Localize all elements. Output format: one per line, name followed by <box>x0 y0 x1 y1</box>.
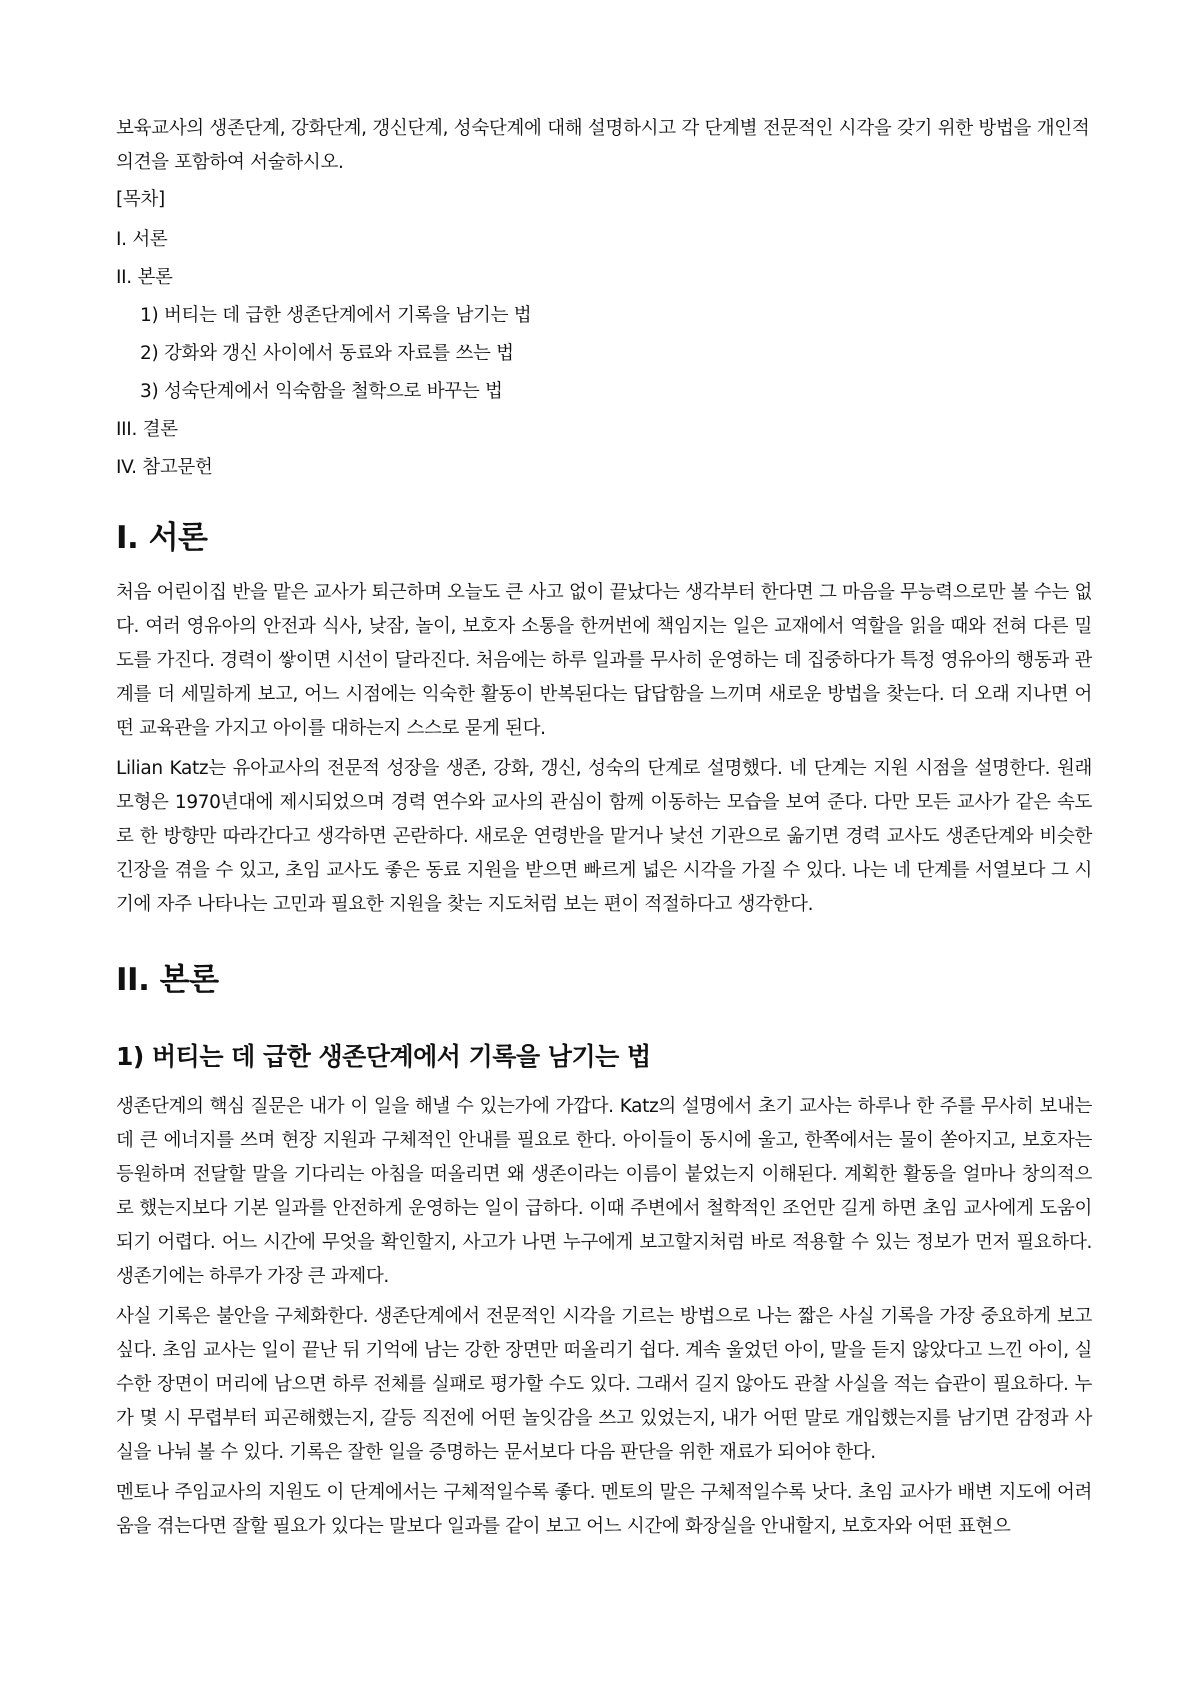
table-of-contents <box>116 188 1092 480</box>
body-paragraph: 사실 기록은 불안을 구체화한다. 생존단계에서 전문적인 시각을 기르는 방법으로 나는 짧은 사실 기록을 가장 중요하게 보고 싶다. 초임 교사는 일이 끝난 뒤 기억에 남는 강한 장면만 떠올리기 쉽다. 계속 울었던 아이, 말을 듣지 않았다고 느낀 아이, 실수한 장면이 머리에 남으면 하루 전체를 실패로 평가할 수도 있다. 그래서 길지 않아도 관찰 사실을 적는 습관이 필요하다. 누가 몇 시 무렵부터 피곤해했는지, 갈등 직전에 어떤 놀잇감을 쓰고 있었는지, 내가 어떤 말로 개입했는지를 남기면 감정과 사실을 나눠 볼 수 있다. 기록은 잘한 일을 증명하는 문서보다 다음 판단을 위한 재료가 되어야 한다. <box>116 1306 1092 1463</box>
toc-item: IV. 참고문헌 <box>116 457 213 478</box>
toc-item: I. 서론 <box>116 229 168 250</box>
toc-item: II. 본론 <box>116 267 173 288</box>
toc-subitem: 1) 버티는 데 급한 생존단계에서 기록을 남기는 법 <box>140 305 532 326</box>
assignment-prompt: 보육교사의 생존단계, 강화단계, 갱신단계, 성숙단계에 대해 설명하시고 각 단계별 전문적인 시각을 갖기 위한 방법을 개인적의견을 포함하여 서술하시오. <box>116 118 1090 173</box>
body-paragraph: 멘토나 주임교사의 지원도 이 단계에서는 구체적일수록 좋다. 멘토의 말은 구체적일수록 낫다. 초임 교사가 배변 지도에 어려움을 겪는다면 잘할 필요가 있다는 말보다 일과를 같이 보고 어느 시간에 화장실을 안내할지, 보호자와 어떤 표현으 <box>116 1482 1092 1537</box>
section-heading-introduction: I. 서론 <box>116 520 208 556</box>
section-heading-main-body: II. 본론 <box>116 962 219 998</box>
toc-subitem: 2) 강화와 갱신 사이에서 동료와 자료를 쓰는 법 <box>140 343 514 364</box>
subsection-heading: 1) 버티는 데 급한 생존단계에서 기록을 남기는 법 <box>116 1042 651 1071</box>
body-paragraph: 처음 어린이집 반을 맡은 교사가 퇴근하며 오늘도 큰 사고 없이 끝났다는 생각부터 한다면 그 마음을 무능력으로만 볼 수는 없다. 여러 영유아의 안전과 식사, 낮잠, 놀이, 보호자 소통을 한꺼번에 책임지는 일은 교재에서 역할을 읽을 때와 전혀 다른 밀도를 가진다. 경력이 쌓이면 시선이 달라진다. 처음에는 하루 일과를 무사히 운영하는 데 집중하다가 특정 영유아의 행동과 관계를 더 세밀하게 보고, 어느 시점에는 익숙한 활동이 반복된다는 답답함을 느끼며 새로운 방법을 찾는다. 더 오래 지나면 어떤 교육관을 가지고 아이를 대하는지 스스로 묻게 된다. <box>116 582 1092 739</box>
toc-item: III. 결론 <box>116 419 178 440</box>
body-paragraph: Lilian Katz는 유아교사의 전문적 성장을 생존, 강화, 갱신, 성숙의 단계로 설명했다. 네 단계는 지원 시점을 설명한다. 원래 모형은 1970년대에 제시되었으며 경력 연수와 교사의 관심이 함께 이동하는 모습을 보여 준다. 다만 모든 교사가 같은 속도로 한 방향만 따라간다고 생각하면 곤란하다. 새로운 연령반을 맡거나 낯선 기관으로 옮기면 경력 교사도 생존단계와 비슷한 긴장을 겪을 수 있고, 초임 교사도 좋은 동료 지원을 받으면 빠르게 넓은 시각을 가질 수 있다. 나는 네 단계를 서열보다 그 시기에 자주 나타나는 고민과 필요한 지원을 찾는 지도처럼 보는 편이 적절하다고 생각한다. <box>116 758 1092 915</box>
toc-title: [목차] <box>116 189 165 210</box>
body-paragraph: 생존단계의 핵심 질문은 내가 이 일을 해낼 수 있는가에 가깝다. Katz의 설명에서 초기 교사는 하루나 한 주를 무사히 보내는 데 큰 에너지를 쓰며 현장 지원과 구체적인 안내를 필요로 한다. 아이들이 동시에 울고, 한쪽에서는 물이 쏟아지고, 보호자는 등원하며 전달할 말을 기다리는 아침을 떠올리면 왜 생존이라는 이름이 붙었는지 이해된다. 계획한 활동을 얼마나 창의적으로 했는지보다 기본 일과를 안전하게 운영하는 일이 급하다. 이때 주변에서 철학적인 조언만 길게 하면 초임 교사에게 도움이 되기 어렵다. 어느 시간에 무엇을 확인할지, 사고가 나면 누구에게 보고할지처럼 바로 적용할 수 있는 정보가 먼저 필요하다. 생존기에는 하루가 가장 큰 과제다. <box>116 1096 1092 1287</box>
toc-subitem: 3) 성숙단계에서 익숙함을 철학으로 바꾸는 법 <box>140 381 503 402</box>
